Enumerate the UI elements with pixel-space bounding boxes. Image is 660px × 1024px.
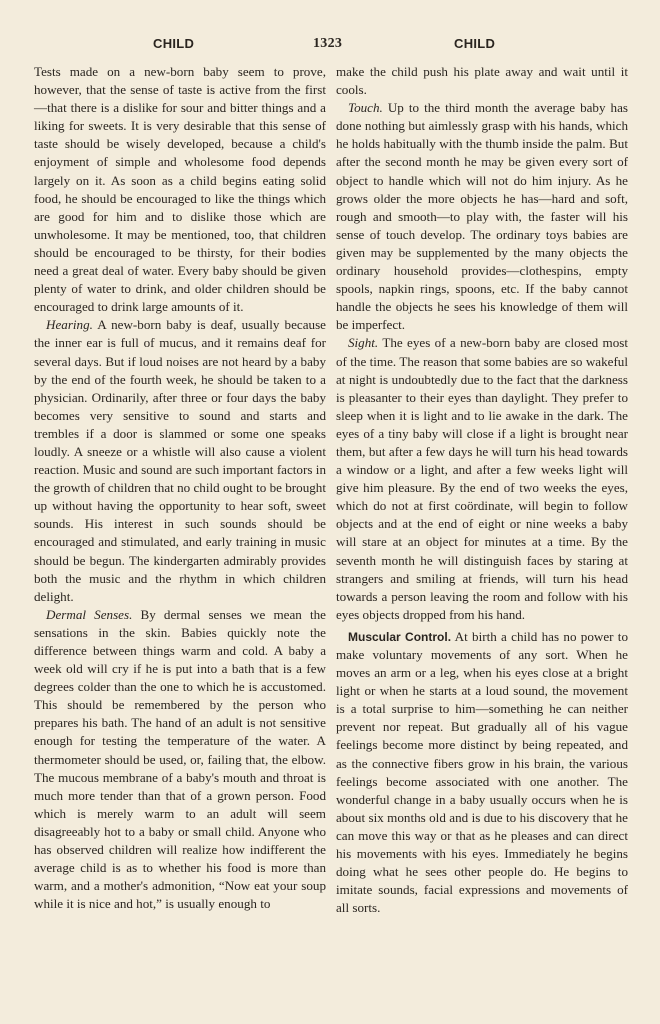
header-right-word: CHILD	[454, 36, 496, 51]
sight-paragraph	[336, 334, 628, 624]
right-column	[336, 63, 628, 917]
hearing-text: A new-born baby is deaf, usually because the inner ear is full of mucus, and it remains deaf for several days. But if loud noises are not heard by a baby by the end of the fourth week, he should be taken to a physician. Ordinarily, after three or four days the baby becomes very sensitive to sound and starts and trembles if a door is slammed or some one speaks loudly. A sneeze or a whistle will also cause a violent reaction. Music and sound are such important factors in the growth of children that no child ought to be brought up without having the opportunity to hear soft, sweet sounds. His interest in such sounds should be encouraged and stimulated, and early training in music should be begun. The kindergarten admirably provides both the music and the rhythm in which children delight.	[34, 317, 326, 604]
muscular-paragraph	[336, 628, 628, 918]
touch-text: Up to the third month the average baby has done nothing but aimlessly grasp with his hands, which he holds habitually with the thumb inside the palm. But after the second month he may be given every sort of object to handle which will not do him injury. As he grows older the more objects he has—hard and soft, rough and smooth—to play with, the faster will his sense of touch develop. The ordinary toys babies are given may be supplemented by the many objects the ordinary household provides—clothespins, empty spools, napkin rings, spoons, etc. If the baby cannot handle the objects he sees his knowledge of them will be imperfect.	[336, 100, 628, 333]
dermal-text: By dermal senses we mean the sensations in the skin. Babies quickly note the difference between things warm and cold. A baby a week old will cry if he is put into a bath that is a few degrees colder than the one to which he is accustomed. This should be remembered by the person who prepares his bath. The hand of an adult is not sensitive enough for testing the temperature of the water. A thermometer should be used, or, failing that, the elbow. The mucous membrane of a baby's mouth and throat is much more tender than that of a grown person. Food which is merely warm to an adult will seem disagreeably hot to a baby or small child. Anyone who has observed children will realize how indifferent the average child is as to whether his food is more than warm, and a mother's admonition, “Now eat your soup while it is nice and hot,” is usually enough to	[34, 606, 326, 912]
page-number: 1323	[313, 36, 343, 51]
dermal-heading: Dermal Senses.	[46, 606, 133, 622]
continuation-paragraph: make the child push his plate away and wait until it cools.	[336, 64, 628, 98]
sight-heading: Sight.	[348, 335, 379, 351]
muscular-text: At birth a child has no power to make voluntary movements of any sort. When he moves an arm or a leg, when his eyes close at a bright light or when he starts at a loud sound, the movement is a total surprise to him—something he can neither prevent nor repeat. But gradually all of his vague feelings become more distinct by being repeated, and as the connective fibers grow in his brain, the various feelings become associated with one another. The wonderful change in a baby usually occurs when he is about six months old and is due to his discovery that he can move this way or that as he pleases and can direct his movements with his eyes. Immediately he begins doing what he sees other people do. He begins to imitate sounds, facial expressions and movements of all sorts.	[336, 628, 628, 916]
header-left-word: CHILD	[153, 36, 195, 51]
running-header	[0, 36, 660, 56]
left-column	[34, 63, 326, 913]
taste-paragraph: Tests made on a new-born baby seem to prove, however, that the sense of taste is active from the first—that there is a dislike for sour and bitter things and a liking for sweets. It is very desirable that this sense of taste should be wisely developed, because a child's enjoyment of simple and wholesome food depends largely on it. As soon as a child begins eating solid food, he should be encouraged to like the things which are good for him and to dislike those which are unwholesome. It may be mentioned, too, that children should be encouraged to be thirsty, for their bodies need a great deal of water. Every baby should be given plenty of water to drink, and older children should be encouraged to drink large amounts of it.	[34, 64, 326, 315]
hearing-heading: Hearing.	[46, 317, 93, 333]
dermal-paragraph	[34, 606, 326, 914]
touch-heading: Touch.	[348, 100, 383, 116]
hearing-paragraph	[34, 316, 326, 606]
sight-text: The eyes of a new-born baby are closed most of the time. The reason that some babies are so wakeful at night is undoubtedly due to the fact that the darkness is pleasanter to their eyes than daylight. They prefer to sleep when it is light and to lie awake in the dark. The eyes of a tiny baby will close if a light is brought near them, but after a few days he will turn his head towards a window or a light, and after a few weeks light will give him pleasure. By the end of two weeks the eyes, which do not at first coördinate, will begin to follow objects and at the end of eight or nine weeks a baby will stare at an object for minutes at a time. By the seventh month he will distinguish faces by staring at strangers and smiling at friends, will turn his head towards a person leaving the room and follow with his eyes objects dropped from his hand.	[336, 335, 628, 622]
touch-paragraph	[336, 99, 628, 334]
muscular-heading: Muscular Control.	[348, 629, 452, 644]
